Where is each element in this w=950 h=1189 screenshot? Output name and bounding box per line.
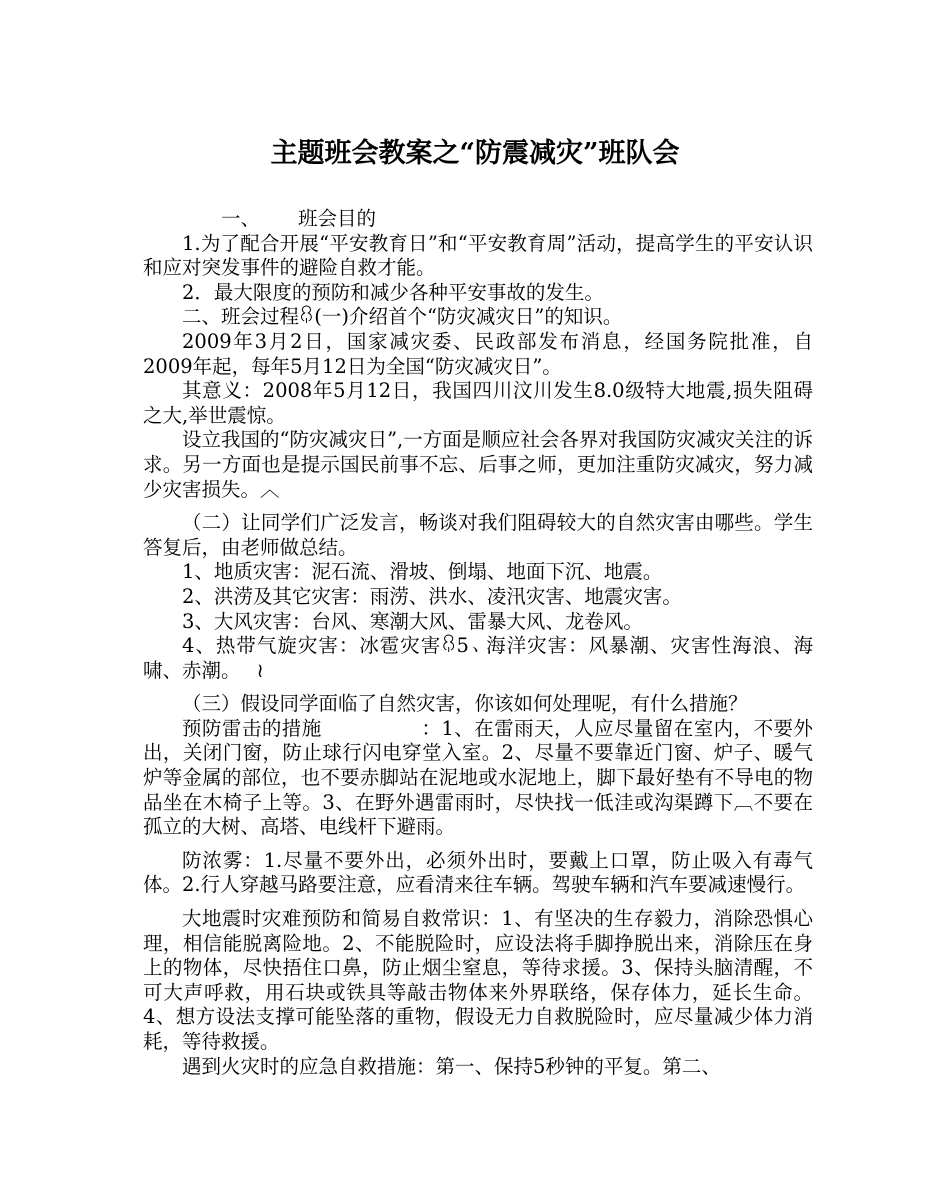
paragraph: 遇到火灾时的应急自救措施：第一、保持5秒钟的平复。第二、 — [182, 1054, 721, 1078]
document-title: 主题班会教案之“防震减灾”班队会 — [270, 138, 680, 169]
paragraph: 4、热带气旋灾害：冰雹灾害ꈔ5、海洋灾害：风暴潮、灾害性海浪、海啸、赤潮。 ≀ — [143, 634, 813, 682]
paragraph: 3、大风灾害：台风、寒潮大风、雷暴大风、龙卷风。 — [182, 609, 643, 633]
paragraph: 2、洪涝及其它灾害：雨涝、洪水、凌汛灾害、地震灾害。 — [182, 584, 682, 608]
paragraph: 1.为了配合开展“平安教育日”和“平安教育周”活动，提高学生的平安认识和应对突发事件的避险自救才能。 — [143, 231, 813, 280]
paragraph: 设立我国的“防灾减灾日”,一方面是顺应社会各界对我国防灾减灾关注的诉求。另一方面也是提示国民前事不忘、后事之师，更加注重防灾减灾，努力减少灾害损失。︿ — [143, 428, 813, 501]
paragraph: 2．最大限度的预防和减少各种平安事故的发生。 — [182, 280, 604, 304]
paragraph: 防浓雾：1.尽量不要外出，必须外出时，要戴上口罩，防止吸入有毒气体。2.行人穿越马路要注意，应看清来往车辆。驾驶车辆和汽车要减速慢行。 — [143, 848, 813, 897]
paragraph: 2009年3月2日，国家减灾委、民政部发布消息，经国务院批准，自2009年起，每年5月12日为全国“防灾减灾日”。 — [143, 329, 813, 378]
paragraph: 1、地质灾害：泥石流、滑坡、倒塌、地面下沉、地震。 — [182, 560, 663, 584]
section-label: 班会目的 — [298, 207, 377, 230]
paragraph: 二、班会过程ꈔ(一)介绍首个“防灾减灾日”的知识。 — [182, 305, 623, 329]
document-body — [143, 207, 813, 1079]
paragraph: （三）假设同学面临了自然灾害，你该如何处理呢，有什么措施？ — [182, 692, 748, 716]
section-number: 一、 — [221, 207, 261, 230]
paragraph: 预防雷击的措施 ：1、在雷雨天，人应尽量留在室内，不要外出，关闭门窗，防止球行闪电穿堂入室。2、尽量不要靠近门窗、炉子、暖气炉等金属的部位，也不要赤脚站在泥地或水泥地上，脚下最好垫有不导电的物品坐在木椅子上等。3、在野外遇雷雨时，尽快找一低洼或沟渠蹲下︹不要在孤立的大树、高塔、电线杆下避雨。 — [143, 716, 813, 839]
paragraph: 大地震时灾难预防和简易自救常识：1、有坚决的生存毅力，消除恐惧心理，相信能脱离险地。2、不能脱险时，应设法将手脚挣脱出来，消除压在身上的物体，尽快捂住口鼻，防止烟尘窒息，等待求援。3、保持头脑清醒，不可大声呼救，用石块或铁具等敲击物体来外界联络，保存体力，延长生命。4、想方设法支撑可能坠落的重物，假设无力自救脱险时，应尽量减少体力消耗，等待救援。 — [143, 907, 813, 1053]
paragraph: （二）让同学们广泛发言，畅谈对我们阻碍较大的自然灾害由哪些。学生答复后，由老师做总结。 — [143, 511, 813, 559]
paragraph: 其意义：2008年5月12日，我国四川汶川发生8.0级特大地震,损失阻碍之大,举世震惊。 — [143, 379, 813, 427]
section-heading-purpose — [143, 207, 813, 232]
